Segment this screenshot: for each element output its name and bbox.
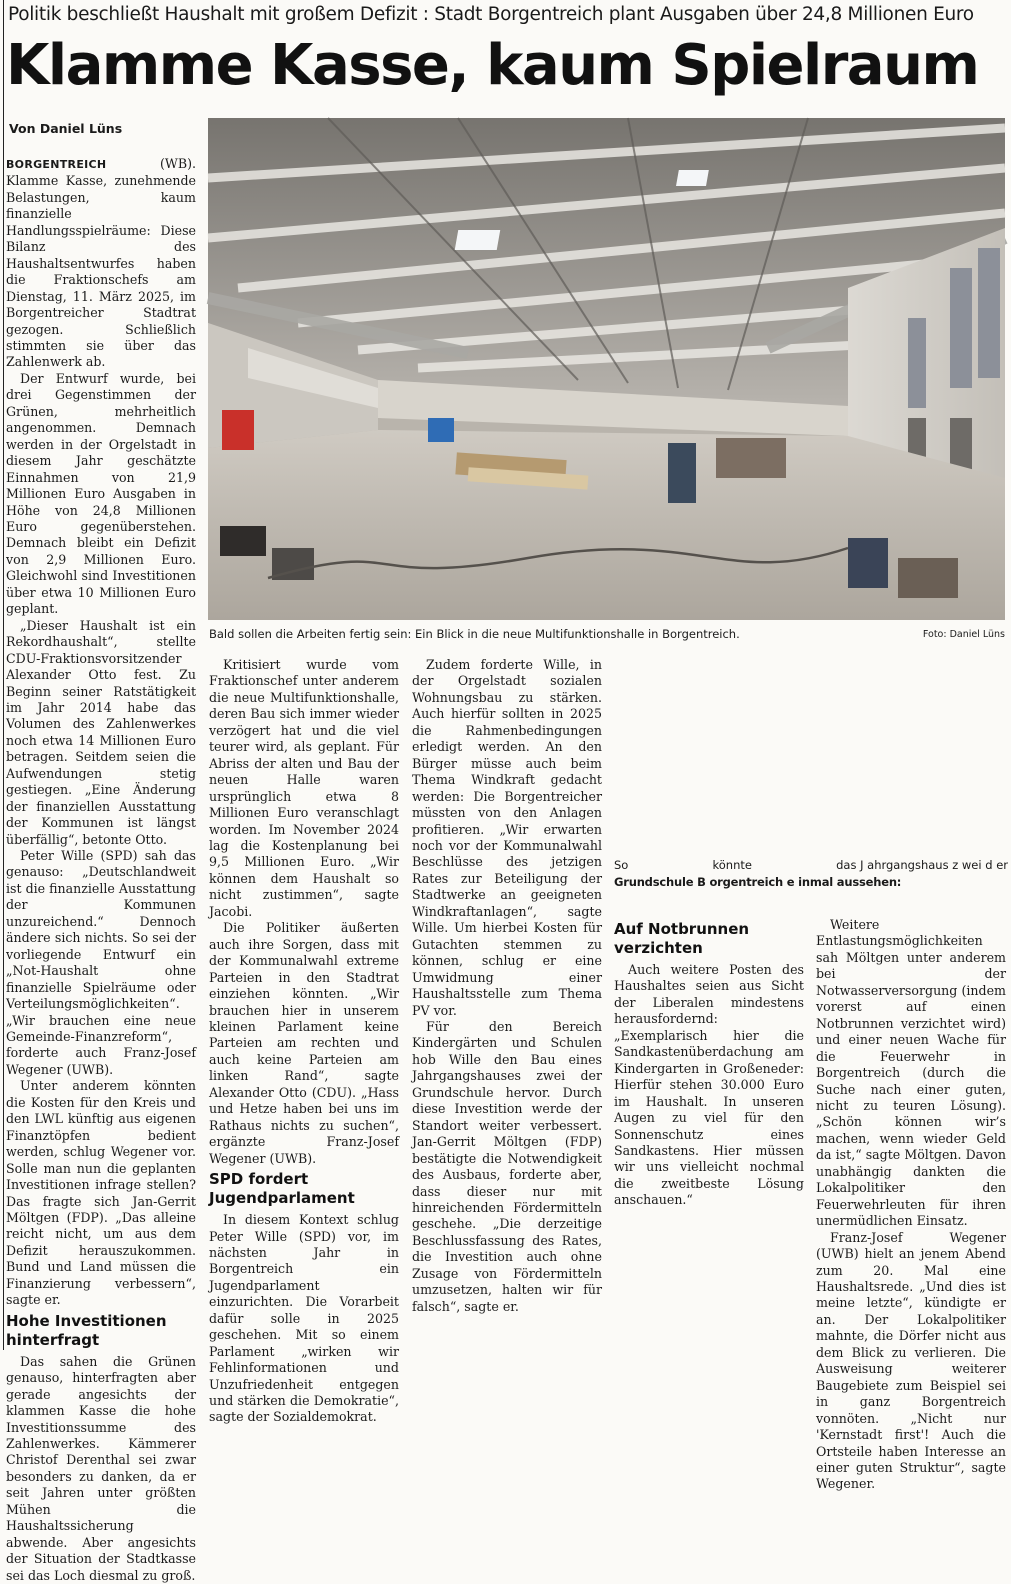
paragraph-6: Das sahen die Grünen genauso, hinterfragten aber gerade angesichts der klammen Kasse die hohe Investitionssumme des Zahlenwerkes. Kämmerer Christof Derenthal sei zwar besonders zu danken, da er seit Jahren unter größten Mühen die Haushaltssicherung abwende. Aber angesichts der Situation der Stadtkasse sei das Loch diesmal zu groß. xyxy=(6,1353,196,1583)
second-caption-word-1: So xyxy=(614,858,629,872)
subheading-jugendparlament: SPD fordert Jugendparlament xyxy=(209,1170,355,1208)
paragraph-lead xyxy=(6,156,196,371)
byline: Von Daniel Lüns xyxy=(9,121,123,136)
paragraph-12: Auch weitere Posten des Haushaltes seien aus Sicht der Liberalen mindestens herausfordernd: „Exemplarisch hier die Sandkastenüberdachung am Kindergarten in Großeneder: Hierfür stehen 30.000 Euro im Haushalt. In unseren Augen zu viel für den Sonnenschutz eines Sandkastens. Hier müssen wir uns vielleicht nochmal die zweitbeste Lösung anschauen.“ xyxy=(614,962,804,1208)
paragraph-8: Die Politiker äußerten auch ihre Sorgen, dass mit der Kommunalwahl extreme Parteien in den Stadtrat einziehen könnten. „Wir brauchen hier in unserem kleinen Parlament keine Parteien am rechten und auch keine Parteien am linken Rand“, sagte Alexander Otto (CDU). „Hass und Hetze haben bei uns im Rathaus nichts zu suchen“, ergänzte Franz-Josef Wegener (UWB). xyxy=(209,920,399,1166)
paragraph-1: Klamme Kasse, zunehmende Belastungen, kaum finanzielle Handlungsspielräume: Diese Bilanz des Haushaltsentwurfes haben die Fraktionschefs am Dienstag, 11. März 2025, im Borgentreicher Stadtrat gezogen. Schließlich stimmten sie über das Zahlenwerk ab. xyxy=(6,173,196,370)
second-caption-line-2: Grundschule B orgentreich e inmal aussehen: xyxy=(614,875,902,889)
article-column-1 xyxy=(6,156,196,1583)
paragraph-3: „Dieser Haushalt ist ein Rekordhaushalt“, stellte CDU-Fraktionsvorsitzender Alexander Otto fest. Zu Beginn seiner Ratstätigkeit im Jahr 2014 habe das Volumen des Zahlenwerkes noch etwa 14 Millionen Euro betragen. Seitdem seien die Aufwendungen stetig gestiegen. „Eine Änderung der finanziellen Ausstattung der Kommunen ist längst überfällig“, betonte Otto. xyxy=(6,617,196,847)
article-column-5 xyxy=(816,917,1006,1492)
paragraph-7: Kritisiert wurde vom Fraktionschef unter anderem die neue Multifunktionshalle, deren Bau sich immer wieder verzögert hat und die viel teurer wird, als geplant. Für Abriss der alten und Bau der neuen Halle waren ursprünglich etwa 8 Millionen Euro veranschlagt worden. Im November 2024 lag die Kostenplanung bei 9,5 Millionen Euro. „Wir können dem Haushalt so nicht zustimmen“, sagte Jacobi. xyxy=(209,657,399,919)
photo-credit: Foto: Daniel Lüns xyxy=(922,629,1005,640)
paragraph-14: Franz-Josef Wegener (UWB) hielt an jenem Abend zum 20. Mal eine Haushaltsrede. „Und dies ist meine letzte“, kündigte er an. Der Lokalpolitiker mahnte, die Dörfer nicht aus dem Blick zu verlieren. Die Ausweisung weiterer Baugebiete zum Beispiel sei in ganz Borgentreich vonnöten. „Nicht nur 'Kernstadt first'! Auch die Ortsteile haben Interesse an einer guten Struktur“, sagte Wegener. xyxy=(816,1229,1006,1492)
column-rule xyxy=(3,0,4,1350)
second-caption-word-3: das J ahrgangshaus z wei d er xyxy=(836,858,1008,872)
paragraph-4: Peter Wille (SPD) sah das genauso: „Deutschlandweit ist die finanzielle Ausstattung der Kommunen unzureichend.“ Dennoch ändere sich nichts. So sei der vorliegende Entwurf ein „Not-Haushalt ohne finanzielle Spielräume oder Verteilungsmöglichkeiten“. „Wir brauchen eine neue Gemeinde-Finanzreform“, forderte auch Franz-Josef Wegener (UWB). xyxy=(6,848,196,1077)
paragraph-9: In diesem Kontext schlug Peter Wille (SPD) vor, im nächsten Jahr in Borgentreich ein Jugendparlament einzurichten. Die Vorarbeit dafür solle in 2025 geschehen. Mit so einem Parlament „wirken wir Fehlinformationen und Unzufriedenheit entgegen und stärken die Demokratie“, sagte der Sozialdemokrat. xyxy=(209,1212,399,1425)
paragraph-5: Unter anderem könnten die Kosten für den Kreis und den LWL künftig aus eigenen Finanztöpfen bedient werden, schlug Wegener vor. Solle man nun die geplanten Investitionen infrage stellen? Das fragte sich Jan-Gerrit Möltgen (FDP). „Das alleine reicht nicht, um aus dem Defizit herauszukommen. Bund und Land müssen die Finanzierung verbessern“, sagte er. xyxy=(6,1078,196,1308)
hall-photo xyxy=(208,118,1005,620)
dateline-tag: (WB). xyxy=(106,156,196,171)
paragraph-13: Weitere Entlastungsmöglichkeiten sah Möltgen unter anderem bei der Notwasserversorgung (indem vorerst auf einen Notbrunnen verzichtet wird) und einer neuen Wache für die Feuerwehr in Borgentreich (durch die Suche nach einer guten, nicht zu teuren Lösung). „Schön können wir’s machen, wenn wieder Geld da ist,“ sagte Möltgen. Davon unabhängig dankten die Lokalpolitiker den Feuerwehrleuten für ihren unermüdlichen Einsatz. xyxy=(816,917,1006,1229)
article-column-2 xyxy=(209,657,399,1425)
second-caption xyxy=(614,857,1008,891)
paragraph-11: Für den Bereich Kindergärten und Schulen hob Wille den Bau eines Jahrgangshauses zwei der Grundschule hervor. Durch diese Investition werde der Standort weiter verbessert. Jan-Gerrit Möltgen (FDP) bestätigte die Notwendigkeit des Ausbaus, forderte aber, dass dieser nur mit hinreichenden Fördermitteln geschehe. „Die derzeitige Beschlussfassung des Rates, die Investition auch ohne Zusage von Fördermitteln umzusetzen, halten wir für falsch“, sagte er. xyxy=(412,1018,602,1314)
photo-caption: Bald sollen die Arbeiten fertig sein: Ein Blick in die neue Multifunktionshalle in Borgentreich. xyxy=(209,627,740,641)
subheading-notbrunnen: Auf Notbrunnen verzichten xyxy=(614,920,750,957)
second-caption-word-2: könnte xyxy=(712,858,752,872)
headline: Klamme Kasse, kaum Spielraum xyxy=(6,33,979,98)
kicker-line: Politik beschließt Haushalt mit großem Defizit : Stadt Borgentreich plant Ausgaben über 24,8 Millionen Euro xyxy=(8,4,974,25)
article-column-4 xyxy=(614,917,804,1350)
paragraph-10: Zudem forderte Wille, in der Orgelstadt sozialen Wohnungsbau zu stärken. Auch hierfür sollten in 2025 die Rahmenbedingungen erledigt werden. An den Bürger müsse auch beim Thema Windkraft gedacht werden: Die Borgentreicher müssten von den Anlagen profitieren. „Wir erwarten noch vor der Kommunalwahl Beschlüsse des jetzigen Rates zur Beteiligung der Stadtwerke an geeigneten Windkraftanlagen“, sagte Wille. Um hierbei Kosten für Gutachten stemmen zu können, schlug er eine Umwidmung einer Haushaltsstelle zum Thema PV vor. xyxy=(412,657,602,1018)
article-column-3 xyxy=(412,657,602,1350)
dateline: BORGENTREICH xyxy=(6,158,107,171)
paragraph-2: Der Entwurf wurde, bei drei Gegenstimmen der Grünen, mehrheitlich angenommen. Demnach werden in der Orgelstadt in diesem Jahr geschätzte Einnahmen von 21,9 Millionen Euro Ausgaben in Höhe von 24,8 Millionen Euro gegenüberstehen. Demnach bleibt ein Defizit von 2,9 Millionen Euro. Gleichwohl sind Investitionen über etwa 10 Millionen Euro geplant. xyxy=(6,370,196,617)
subheading-investitionen: Hohe Investitionen hinterfragt xyxy=(6,1311,167,1349)
hall-photo-illustration xyxy=(208,118,1005,620)
